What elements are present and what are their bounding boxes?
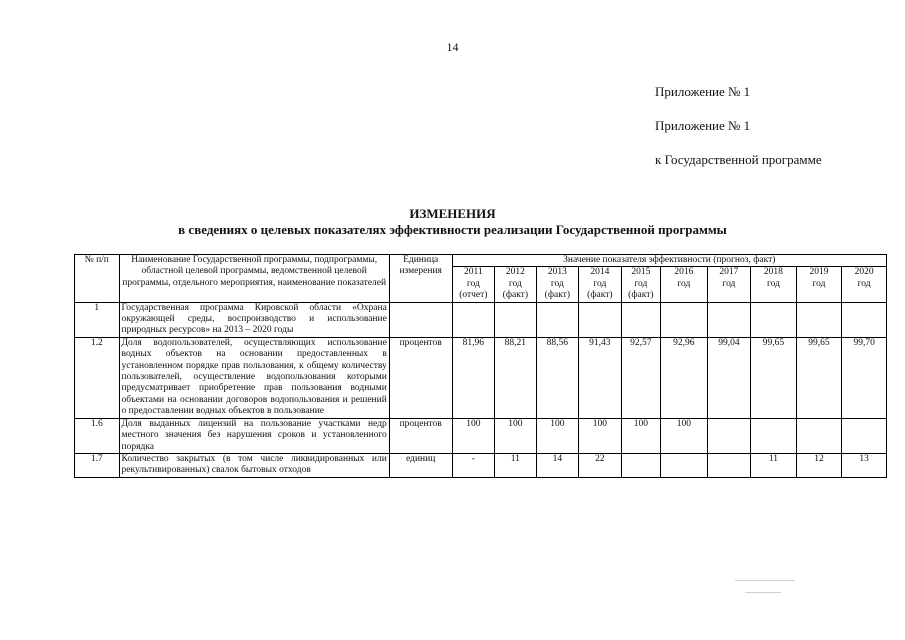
value-cell: 14 — [536, 453, 579, 477]
table-row — [75, 453, 887, 477]
table-row — [75, 418, 887, 453]
value-cell — [842, 302, 887, 337]
row-num: 1 — [75, 302, 120, 337]
document-title: ИЗМЕНЕНИЯ — [409, 206, 496, 221]
value-cell: - — [452, 453, 495, 477]
value-cell — [621, 453, 660, 477]
year-header: 2019 год — [796, 267, 842, 302]
row-name: Доля выданных лицензий на пользование участками недр местного значения без нарушения сроков и установленного порядка — [119, 418, 389, 453]
appendix-line-3: к Государственной программе — [655, 152, 822, 167]
value-cell — [751, 302, 797, 337]
value-cell: 99,65 — [751, 337, 797, 418]
value-cell: 100 — [536, 418, 579, 453]
value-cell — [707, 418, 751, 453]
value-cell: 100 — [452, 418, 495, 453]
header-unit: Единица измерения — [389, 255, 452, 303]
row-unit — [389, 302, 452, 337]
value-cell — [707, 302, 751, 337]
indicators-table — [74, 254, 887, 478]
value-cell — [842, 418, 887, 453]
row-name: Государственная программа Кировской области «Охрана окружающей среды, воспроизводство и использование природных ресурсов» на 2013 – 2020 годы — [119, 302, 389, 337]
row-name: Доля водопользователей, осуществляющих использование водных объектов на основании предоставленных в установленном порядке прав пользования, к общему количеству пользователей, осуществление водопользования которыми предусматривает приобретение прав пользования водными объектами на основании договоров водопользования и решений о предоставлении водных объектов в пользование — [119, 337, 389, 418]
value-cell: 11 — [751, 453, 797, 477]
value-cell: 100 — [495, 418, 537, 453]
value-cell — [452, 302, 495, 337]
value-cell: 99,70 — [842, 337, 887, 418]
value-cell: 92,96 — [661, 337, 708, 418]
year-header: 2015 год (факт) — [621, 267, 660, 302]
year-header: 2016 год — [661, 267, 708, 302]
row-num: 1.6 — [75, 418, 120, 453]
value-cell — [579, 302, 622, 337]
value-cell: 100 — [579, 418, 622, 453]
value-cell: 92,57 — [621, 337, 660, 418]
scan-artifact — [745, 592, 781, 593]
year-header: 2017 год — [707, 267, 751, 302]
row-unit: единиц — [389, 453, 452, 477]
year-header: 2014 год (факт) — [579, 267, 622, 302]
value-cell — [796, 302, 842, 337]
value-cell — [796, 418, 842, 453]
value-cell — [536, 302, 579, 337]
table-row — [75, 337, 887, 418]
year-header: 2018 год — [751, 267, 797, 302]
value-cell: 88,21 — [495, 337, 537, 418]
value-cell: 13 — [842, 453, 887, 477]
value-cell — [621, 302, 660, 337]
value-cell: 91,43 — [579, 337, 622, 418]
document-subtitle: в сведениях о целевых показателях эффективности реализации Государственной программы — [178, 222, 727, 237]
value-cell — [495, 302, 537, 337]
page-number: 14 — [446, 40, 459, 54]
table-row — [75, 302, 887, 337]
header-name: Наименование Государственной программы, подпрограммы, областной целевой программы, ведомственной целевой программы, отдельного мероприятия, наименование показателей — [119, 255, 389, 303]
value-cell: 11 — [495, 453, 537, 477]
row-name: Количество закрытых (в том числе ликвидированных или рекультивированных) свалок бытовых отходов — [119, 453, 389, 477]
header-num: № п/п — [75, 255, 120, 303]
value-cell: 99,04 — [707, 337, 751, 418]
year-header: 2012 год (факт) — [495, 267, 537, 302]
value-cell: 81,96 — [452, 337, 495, 418]
appendix-line-2: Приложение № 1 — [655, 118, 751, 133]
appendix-line-1: Приложение № 1 — [655, 84, 751, 99]
value-cell — [661, 453, 708, 477]
value-cell: 99,65 — [796, 337, 842, 418]
value-cell — [751, 418, 797, 453]
value-cell: 100 — [621, 418, 660, 453]
table-header-row — [75, 255, 887, 267]
year-header: 2020 год — [842, 267, 887, 302]
value-cell — [707, 453, 751, 477]
year-header: 2013 год (факт) — [536, 267, 579, 302]
row-unit: процентов — [389, 418, 452, 453]
value-cell: 88,56 — [536, 337, 579, 418]
value-cell: 22 — [579, 453, 622, 477]
header-values-group: Значение показателя эффективности (прогноз, факт) — [452, 255, 886, 267]
value-cell: 12 — [796, 453, 842, 477]
value-cell — [661, 302, 708, 337]
row-num: 1.2 — [75, 337, 120, 418]
year-header: 2011 год (отчет) — [452, 267, 495, 302]
scan-artifact — [735, 580, 795, 581]
row-num: 1.7 — [75, 453, 120, 477]
row-unit: процентов — [389, 337, 452, 418]
value-cell: 100 — [661, 418, 708, 453]
